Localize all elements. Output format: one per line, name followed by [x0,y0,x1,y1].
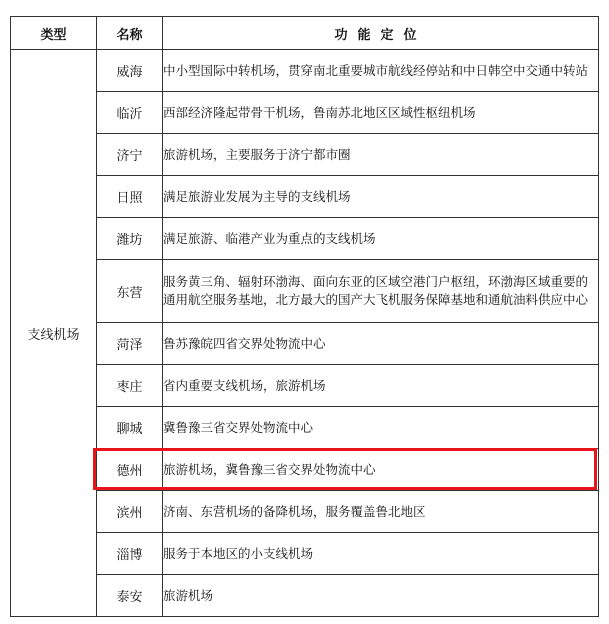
airport-function: 省内重要支线机场，旅游机场 [163,365,599,407]
airport-function: 服务于本地区的小支线机场 [163,533,599,575]
airport-function: 中小型国际中转机场，贯穿南北重要城市航线经停站和中日韩空中交通中转站 [163,50,599,92]
airport-name: 东营 [97,260,163,323]
table-row [11,92,599,134]
table-row [11,323,599,365]
airport-name: 菏泽 [97,323,163,365]
airport-name: 泰安 [97,575,163,617]
airport-function: 服务黄三角、辐射环渤海、面向东亚的区域空港门户枢纽，环渤海区域重要的通用航空服务基地，北方最大的国产大飞机服务保障基地和通航油料供应中心 [163,260,599,323]
airport-function: 满足旅游、临港产业为重点的支线机场 [163,218,599,260]
table-row [11,407,599,449]
airport-function: 鲁苏豫皖四省交界处物流中心 [163,323,599,365]
header-name: 名称 [97,17,163,50]
airport-name: 威海 [97,50,163,92]
airport-function: 旅游机场 [163,575,599,617]
table-row [11,260,599,323]
airport-name: 潍坊 [97,218,163,260]
airport-name: 济宁 [97,134,163,176]
header-function: 功能定位 [163,17,599,50]
highlight-box [93,448,597,490]
airport-name: 临沂 [97,92,163,134]
table-row [11,218,599,260]
table-row [11,50,599,92]
table-row [11,176,599,218]
airport-name: 聊城 [97,407,163,449]
header-type: 类型 [11,17,97,50]
table-row [11,575,599,617]
airport-function: 满足旅游业发展为主导的支线机场 [163,176,599,218]
airport-function: 西部经济隆起带骨干机场，鲁南苏北地区区域性枢纽机场 [163,92,599,134]
airport-name: 滨州 [97,491,163,533]
airport-function: 旅游机场，主要服务于济宁都市圈 [163,134,599,176]
airport-name: 枣庄 [97,365,163,407]
table-row [11,365,599,407]
airport-function: 旅游机场，冀鲁豫三省交界处物流中心 [163,449,599,491]
airport-function-table [10,16,599,617]
header-row [11,17,599,50]
airport-function: 济南、东营机场的备降机场，服务覆盖鲁北地区 [163,491,599,533]
airport-name: 日照 [97,176,163,218]
table-row [11,134,599,176]
category-cell: 支线机场 [11,50,97,617]
airport-name: 德州 [97,449,163,491]
table-row [11,491,599,533]
airport-function: 冀鲁豫三省交界处物流中心 [163,407,599,449]
airport-name: 淄博 [97,533,163,575]
table-row [11,533,599,575]
